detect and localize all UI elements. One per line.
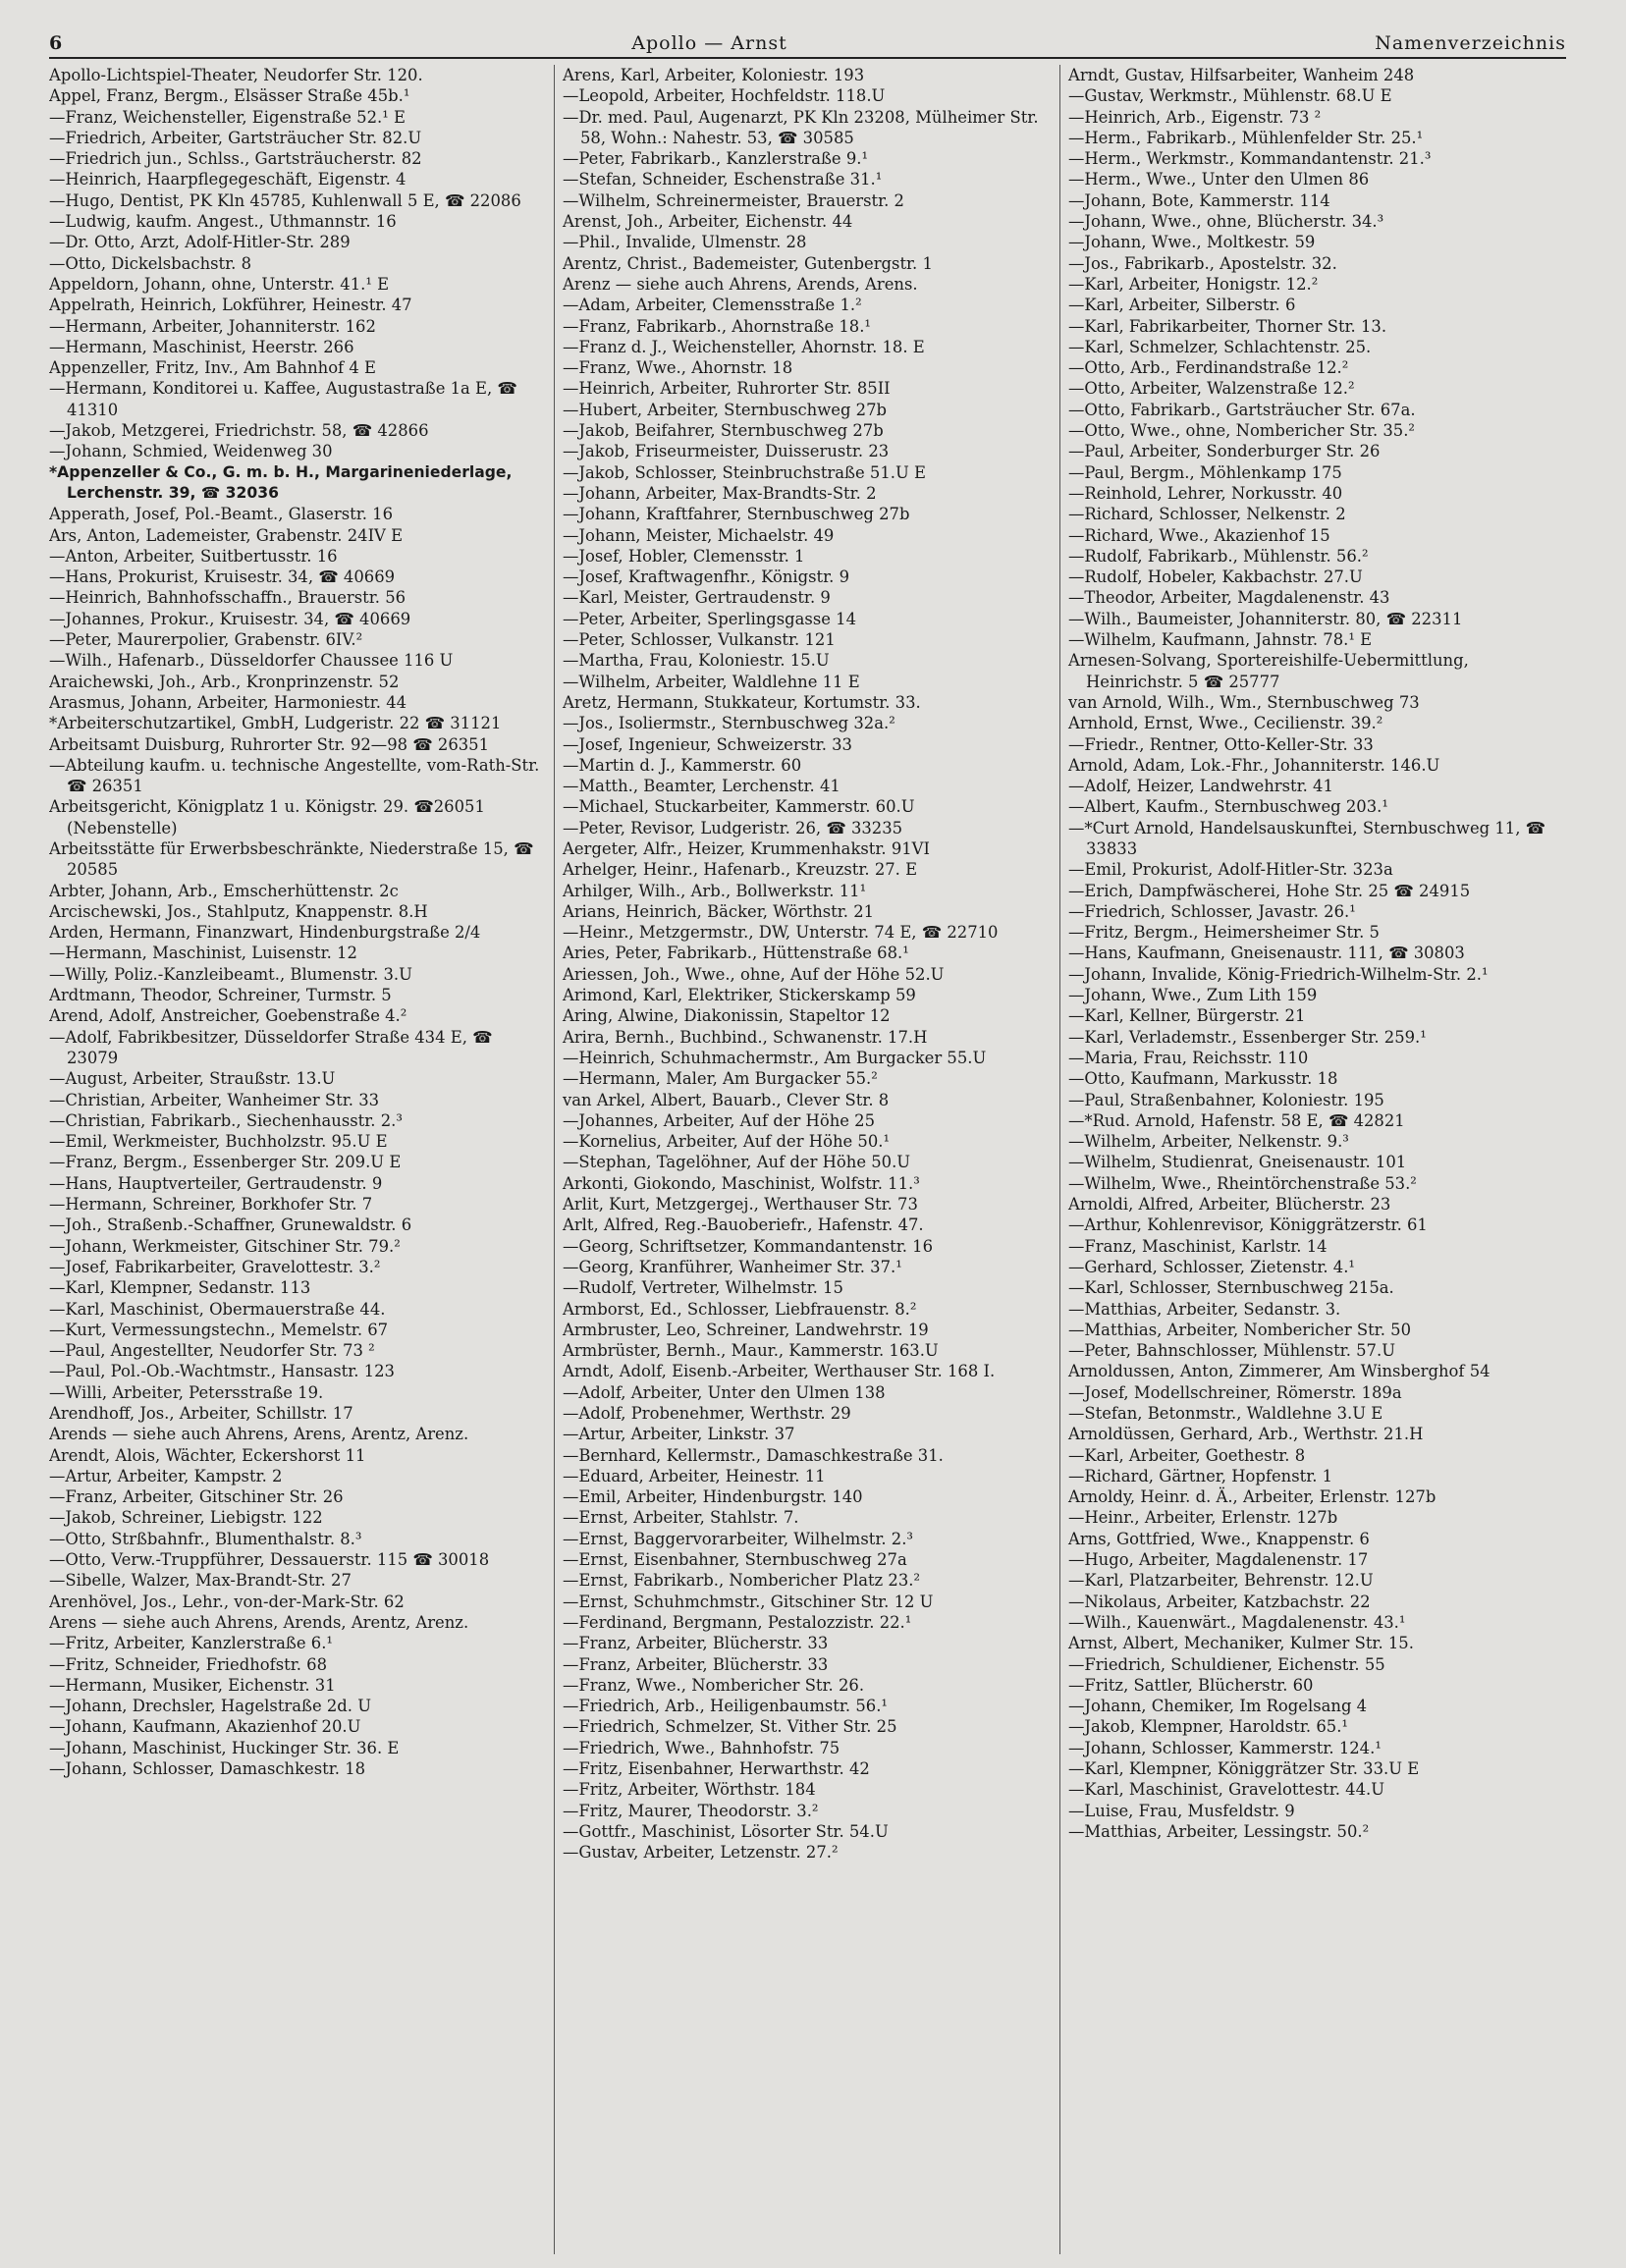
directory-entry: —Christian, Fabrikarb., Siechenhausstr. 2.³	[49, 1110, 403, 1130]
directory-entry: —Heinr., Arbeiter, Erlenstr. 127b	[1068, 1508, 1338, 1528]
directory-entry: —Franz, Arbeiter, Blücherstr. 33	[563, 1634, 829, 1653]
running-title: Apollo — Arnst	[631, 32, 787, 54]
directory-entry: —Johann, Wwe., Moltkestr. 59	[1068, 233, 1316, 252]
directory-entry: —Paul, Pol.-Ob.-Wachtmstr., Hansastr. 123	[49, 1362, 395, 1381]
directory-entry: —Nikolaus, Arbeiter, Katzbachstr. 22	[1068, 1592, 1371, 1611]
directory-entry: —Peter, Fabrikarb., Kanzlerstraße 9.¹	[563, 149, 869, 169]
directory-entry: —Franz, Wwe., Ahornstr. 18	[563, 358, 793, 378]
directory-entry: Arendt, Alois, Wächter, Eckershorst 11	[49, 1445, 366, 1465]
directory-entry: —Friedrich jun., Schlss., Gartsträucherstr. 82	[49, 149, 422, 169]
directory-entry: —Karl, Platzarbeiter, Behrenstr. 12.U	[1068, 1571, 1374, 1591]
directory-entry: —Friedrich, Schuldiener, Eichenstr. 55	[1068, 1654, 1385, 1674]
directory-entry: —Joh., Straßenb.-Schaffner, Grunewaldstr. 6	[49, 1215, 412, 1235]
directory-entry: —Gustav, Werkmstr., Mühlenstr. 68.U E	[1068, 86, 1392, 106]
directory-entry: —Franz, Weichensteller, Eigenstraße 52.¹ E	[49, 107, 406, 127]
directory-entry: —Johann, Invalide, König-Friedrich-Wilhelm-Str. 2.¹	[1068, 964, 1489, 984]
directory-entry: —Karl, Schmelzer, Schlachtenstr. 25.	[1068, 337, 1372, 356]
directory-entry: —Karl, Klempner, Sedanstr. 113	[49, 1278, 311, 1298]
directory-entry: —Franz d. J., Weichensteller, Ahornstr. 18. E	[563, 337, 925, 356]
directory-entry: Apperath, Josef, Pol.-Beamt., Glaserstr. 16	[49, 505, 394, 524]
directory-entry: Arenz — siehe auch Ahrens, Arends, Arens.	[563, 274, 918, 294]
directory-entry: —Ernst, Baggervorarbeiter, Wilhelmstr. 2.³	[563, 1529, 913, 1548]
directory-entry: —Stephan, Tagelöhner, Auf der Höhe 50.U	[563, 1153, 911, 1172]
directory-entry: Armborst, Ed., Schlosser, Liebfrauenstr. 8.²	[563, 1299, 917, 1319]
directory-entry: —Karl, Schlosser, Sternbuschweg 215a.	[1068, 1278, 1394, 1298]
directory-entry: —Fritz, Arbeiter, Wörthstr. 184	[563, 1780, 816, 1800]
directory-entry: —Wilhelm, Kaufmann, Jahnstr. 78.¹ E	[1068, 630, 1373, 650]
directory-entry: —*Curt Arnold, Handelsauskunftei, Sternbuschweg 11, ☎ 33833	[1068, 818, 1546, 858]
directory-entry: —Anton, Arbeiter, Suitbertusstr. 16	[49, 546, 338, 566]
directory-entry: —Karl, Arbeiter, Honigstr. 12.²	[1068, 274, 1319, 294]
directory-entry: —Hermann, Konditorei u. Kaffee, Augustastraße 1a E, ☎ 41310	[49, 379, 517, 419]
directory-entry: —Erich, Dampfwäscherei, Hohe Str. 25 ☎ 24915	[1068, 881, 1471, 900]
directory-entry: *Arbeiterschutzartikel, GmbH, Ludgeristr. 22 ☎ 31121	[49, 714, 502, 733]
directory-entry: —Paul, Bergm., Möhlenkamp 175	[1068, 462, 1342, 482]
directory-entry: —Georg, Schriftsetzer, Kommandantenstr. 16	[563, 1236, 934, 1256]
directory-entry: Appel, Franz, Bergm., Elsässer Straße 45b.¹	[49, 86, 410, 106]
directory-entry: —Adolf, Arbeiter, Unter den Ulmen 138	[563, 1382, 886, 1402]
directory-entry: —Heinrich, Schuhmachermstr., Am Burgacker 55.U	[563, 1048, 987, 1067]
directory-entry: —Gottfr., Maschinist, Lösorter Str. 54.U	[563, 1821, 889, 1841]
directory-entry: —Karl, Verlademstr., Essenberger Str. 259.¹	[1068, 1027, 1427, 1047]
directory-entry: Arendhoff, Jos., Arbeiter, Schillstr. 17	[49, 1404, 353, 1423]
directory-entry: —Josef, Modellschreiner, Römerstr. 189a	[1068, 1382, 1402, 1402]
directory-entry: —Albert, Kaufm., Sternbuschweg 203.¹	[1068, 797, 1388, 817]
directory-entry: Arenst, Joh., Arbeiter, Eichenstr. 44	[563, 212, 853, 232]
column-1	[49, 65, 555, 2254]
directory-entry: —Johann, Kaufmann, Akazienhof 20.U	[49, 1717, 361, 1737]
directory-entry: —Leopold, Arbeiter, Hochfeldstr. 118.U	[563, 86, 886, 106]
directory-entry: —Hans, Hauptverteiler, Gertraudenstr. 9	[49, 1173, 383, 1193]
directory-entry: —Ernst, Fabrikarb., Nombericher Platz 23.²	[563, 1571, 921, 1591]
directory-entry: —Friedrich, Wwe., Bahnhofstr. 75	[563, 1738, 840, 1757]
directory-entry: —Karl, Maschinist, Gravelottestr. 44.U	[1068, 1780, 1385, 1800]
directory-entry: —Sibelle, Walzer, Max-Brandt-Str. 27	[49, 1571, 352, 1591]
directory-entry: —Heinrich, Arb., Eigenstr. 73 ²	[1068, 107, 1322, 127]
directory-entry: Apollo-Lichtspiel-Theater, Neudorfer Str. 120.	[49, 66, 423, 84]
directory-entry: Arentz, Christ., Bademeister, Gutenbergstr. 1	[563, 253, 933, 273]
directory-entry: —Jos., Isoliermstr., Sternbuschweg 32a.²	[563, 714, 895, 733]
directory-entry: Araichewski, Joh., Arb., Kronprinzenstr. 52	[49, 672, 400, 691]
directory-entry: —Heinrich, Arbeiter, Ruhrorter Str. 85II	[563, 379, 891, 399]
directory-entry: —Friedr., Rentner, Otto-Keller-Str. 33	[1068, 734, 1374, 754]
directory-entry: —Kurt, Vermessungstechn., Memelstr. 67	[49, 1320, 389, 1339]
directory-entry: —Wilhelm, Studienrat, Gneisenaustr. 101	[1068, 1153, 1407, 1172]
directory-entry: Arnoldüssen, Gerhard, Arb., Werthstr. 21.H	[1068, 1425, 1424, 1444]
column-3	[1060, 65, 1566, 2254]
directory-entry: Armbrüster, Bernh., Maur., Kammerstr. 163.U	[563, 1341, 939, 1361]
directory-entry: —Johann, Werkmeister, Gitschiner Str. 79.²	[49, 1236, 401, 1256]
directory-entry: Aring, Alwine, Diakonissin, Stapeltor 12	[563, 1006, 891, 1026]
directory-entry: —Richard, Gärtner, Hopfenstr. 1	[1068, 1466, 1333, 1485]
directory-entry: —Fritz, Bergm., Heimersheimer Str. 5	[1068, 923, 1380, 943]
directory-entry: —Herm., Wwe., Unter den Ulmen 86	[1068, 170, 1370, 189]
directory-entry: —Wilh., Kauenwärt., Magdalenenstr. 43.¹	[1068, 1612, 1406, 1632]
directory-entry: —Hubert, Arbeiter, Sternbuschweg 27b	[563, 400, 888, 419]
directory-entry: —Friedrich, Arbeiter, Gartsträucher Str. 82.U	[49, 128, 422, 147]
directory-entry: —Karl, Meister, Gertraudenstr. 9	[563, 588, 831, 608]
directory-entry: Ars, Anton, Lademeister, Grabenstr. 24IV E	[49, 525, 404, 545]
directory-entry: —Rudolf, Hobeler, Kakbachstr. 27.U	[1068, 567, 1363, 587]
directory-entry: —Franz, Arbeiter, Blücherstr. 33	[563, 1654, 829, 1674]
directory-entry: —Johann, Meister, Michaelstr. 49	[563, 525, 835, 545]
directory-entry: Arbter, Johann, Arb., Emscherhüttenstr. 2c	[49, 881, 399, 900]
directory-entry: —Johann, Schlosser, Kammerstr. 124.¹	[1068, 1738, 1382, 1757]
directory-entry: Arden, Hermann, Finanzwart, Hindenburgstraße 2/4	[49, 923, 481, 943]
directory-entry: Arhelger, Heinr., Hafenarb., Kreuzstr. 27. E	[563, 860, 918, 880]
directory-entry: —Paul, Straßenbahner, Koloniestr. 195	[1068, 1090, 1384, 1109]
directory-entry: Arcischewski, Jos., Stahlputz, Knappenstr. 8.H	[49, 901, 428, 921]
directory-entry: —Johann, Schlosser, Damaschkestr. 18	[49, 1759, 366, 1779]
directory-entry: Appelrath, Heinrich, Lokführer, Heinestr. 47	[49, 296, 412, 315]
directory-entry: —Arthur, Kohlenrevisor, Königgrätzerstr. 61	[1068, 1215, 1428, 1235]
directory-entry: —Johann, Schmied, Weidenweg 30	[49, 442, 333, 461]
directory-entry: —Johann, Drechsler, Hagelstraße 2d. U	[49, 1697, 372, 1716]
directory-entry: —Artur, Arbeiter, Linkstr. 37	[563, 1425, 795, 1444]
directory-entry: —Franz, Maschinist, Karlstr. 14	[1068, 1236, 1328, 1256]
directory-entry: —Fritz, Arbeiter, Kanzlerstraße 6.¹	[49, 1634, 333, 1653]
directory-entry: —Wilh., Hafenarb., Düsseldorfer Chaussee 116 U	[49, 651, 454, 671]
directory-entry: —Ferdinand, Bergmann, Pestalozzistr. 22.¹	[563, 1612, 912, 1632]
directory-entry: —Matthias, Arbeiter, Lessingstr. 50.²	[1068, 1821, 1370, 1841]
directory-entry: —Franz, Bergm., Essenberger Str. 209.U E	[49, 1153, 402, 1172]
directory-entry: —Dr. Otto, Arzt, Adolf-Hitler-Str. 289	[49, 233, 351, 252]
directory-entry: Aries, Peter, Fabrikarb., Hüttenstraße 68.¹	[563, 944, 909, 963]
directory-entry: —Johann, Wwe., Zum Lith 159	[1068, 986, 1318, 1005]
directory-entry: —Hermann, Arbeiter, Johanniterstr. 162	[49, 316, 376, 336]
directory-entry: Arnhold, Ernst, Wwe., Cecilienstr. 39.²	[1068, 714, 1383, 733]
directory-entry: Arenhövel, Jos., Lehr., von-der-Mark-Str. 62	[49, 1592, 405, 1611]
directory-entry: —Ernst, Arbeiter, Stahlstr. 7.	[563, 1508, 799, 1528]
directory-entry: Ardtmann, Theodor, Schreiner, Turmstr. 5	[49, 986, 392, 1005]
directory-entry: Arlit, Kurt, Metzgergej., Werthauser Str. 73	[563, 1195, 918, 1215]
directory-entry: —Emil, Arbeiter, Hindenburgstr. 140	[563, 1487, 863, 1507]
directory-entry: —Karl, Fabrikarbeiter, Thorner Str. 13.	[1068, 316, 1387, 336]
directory-entry: —Martha, Frau, Koloniestr. 15.U	[563, 651, 830, 671]
directory-entry: —Karl, Kellner, Bürgerstr. 21	[1068, 1006, 1306, 1026]
directory-entry: —Otto, Kaufmann, Markusstr. 18	[1068, 1069, 1338, 1089]
directory-entry: —Adolf, Fabrikbesitzer, Düsseldorfer Straße 434 E, ☎ 23079	[49, 1027, 493, 1067]
directory-entry: —Otto, Wwe., ohne, Nombericher Str. 35.²	[1068, 421, 1416, 441]
directory-entry: —Johann, Bote, Kammerstr. 114	[1068, 190, 1330, 210]
directory-entry: —Hermann, Musiker, Eichenstr. 31	[49, 1675, 336, 1695]
directory-entry: —Friedrich, Schmelzer, St. Vither Str. 25	[563, 1717, 897, 1737]
directory-entry: —Phil., Invalide, Ulmenstr. 28	[563, 233, 807, 252]
directory-entry: Arbeitsgericht, Königplatz 1 u. Königstr. 29. ☎26051 (Nebenstelle)	[49, 797, 485, 837]
directory-entry: —Fritz, Sattler, Blücherstr. 60	[1068, 1675, 1314, 1695]
directory-entry: —Eduard, Arbeiter, Heinestr. 11	[563, 1466, 826, 1485]
directory-entry: —Otto, Dickelsbachstr. 8	[49, 253, 252, 273]
directory-entry: —Hans, Kaufmann, Gneisenaustr. 111, ☎ 30803	[1068, 944, 1465, 963]
entry-columns	[49, 65, 1566, 2254]
directory-entry: Arndt, Gustav, Hilfsarbeiter, Wanheim 248	[1068, 66, 1415, 84]
directory-entry: —Hermann, Maler, Am Burgacker 55.²	[563, 1069, 878, 1089]
directory-entry: —Georg, Kranführer, Wanheimer Str. 37.¹	[563, 1257, 902, 1276]
directory-entry: —Wilhelm, Arbeiter, Waldlehne 11 E	[563, 672, 860, 691]
directory-entry: —Hermann, Maschinist, Heerstr. 266	[49, 337, 354, 356]
directory-entry: —Jakob, Schreiner, Liebigstr. 122	[49, 1508, 323, 1528]
directory-entry: —Rudolf, Fabrikarb., Mühlenstr. 56.²	[1068, 546, 1369, 566]
directory-entry: —Abteilung kaufm. u. technische Angestellte, vom-Rath-Str. ☎ 26351	[49, 755, 540, 796]
directory-entry: Aretz, Hermann, Stukkateur, Kortumstr. 33.	[563, 692, 921, 712]
directory-entry: —Otto, Arbeiter, Walzenstraße 12.²	[1068, 379, 1355, 399]
directory-entry: Arnoldy, Heinr. d. Ä., Arbeiter, Erlenstr. 127b	[1068, 1487, 1436, 1507]
directory-entry: —Ludwig, kaufm. Angest., Uthmannstr. 16	[49, 212, 397, 232]
directory-entry: Armbruster, Leo, Schreiner, Landwehrstr. 19	[563, 1320, 929, 1339]
directory-entry: —Herm., Fabrikarb., Mühlenfelder Str. 25.¹	[1068, 128, 1424, 147]
directory-entry: —Artur, Arbeiter, Kampstr. 2	[49, 1466, 283, 1485]
directory-entry: —Peter, Maurerpolier, Grabenstr. 6IV.²	[49, 630, 363, 650]
directory-entry: —Franz, Wwe., Nombericher Str. 26.	[563, 1675, 865, 1695]
directory-entry: —Karl, Arbeiter, Silberstr. 6	[1068, 296, 1296, 315]
directory-entry: —Gerhard, Schlosser, Zietenstr. 4.¹	[1068, 1257, 1355, 1276]
directory-entry: —Ernst, Schuhmchmstr., Gitschiner Str. 12 U	[563, 1592, 934, 1611]
directory-entry: —Jakob, Friseurmeister, Duisserustr. 23	[563, 442, 890, 461]
directory-entry: —Martin d. J., Kammerstr. 60	[563, 755, 802, 775]
directory-entry: —Friedrich, Schlosser, Javastr. 26.¹	[1068, 901, 1356, 921]
directory-entry: Arbeitsamt Duisburg, Ruhrorter Str. 92—98 ☎ 26351	[49, 734, 490, 754]
directory-entry: Arira, Bernh., Buchbind., Schwanenstr. 17.H	[563, 1027, 928, 1047]
directory-entry: —Johann, Arbeiter, Max-Brandts-Str. 2	[563, 483, 877, 503]
directory-entry: —Hermann, Maschinist, Luisenstr. 12	[49, 944, 357, 963]
directory-entry: —Johannes, Arbeiter, Auf der Höhe 25	[563, 1110, 876, 1130]
section-title: Namenverzeichnis	[1375, 32, 1566, 54]
directory-entry: —Heinrich, Bahnhofsschaffn., Brauerstr. 56	[49, 588, 406, 608]
directory-entry: Arlt, Alfred, Reg.-Bauoberiefr., Hafenstr. 47.	[563, 1215, 924, 1235]
directory-entry: —Jos., Fabrikarb., Apostelstr. 32.	[1068, 253, 1337, 273]
directory-entry: —Fritz, Eisenbahner, Herwarthstr. 42	[563, 1759, 870, 1779]
directory-entry: —Emil, Prokurist, Adolf-Hitler-Str. 323a	[1068, 860, 1393, 880]
directory-entry: Arndt, Adolf, Eisenb.-Arbeiter, Werthauser Str. 168 I.	[563, 1362, 996, 1381]
directory-entry: —Franz, Fabrikarb., Ahornstraße 18.¹	[563, 316, 871, 336]
directory-entry: Arhilger, Wilh., Arb., Bollwerkstr. 11¹	[563, 881, 867, 900]
directory-entry: Arnst, Albert, Mechaniker, Kulmer Str. 15.	[1068, 1634, 1414, 1653]
directory-entry: Arnoldussen, Anton, Zimmerer, Am Winsberghof 54	[1068, 1362, 1490, 1381]
directory-entry: —Jakob, Beifahrer, Sternbuschweg 27b	[563, 421, 884, 441]
directory-entry: Arends — siehe auch Ahrens, Arens, Arentz, Arenz.	[49, 1425, 469, 1444]
directory-entry: —Kornelius, Arbeiter, Auf der Höhe 50.¹	[563, 1132, 891, 1152]
directory-entry: —Hans, Prokurist, Kruisestr. 34, ☎ 40669	[49, 567, 396, 587]
directory-entry: —Bernhard, Kellermstr., Damaschkestraße 31.	[563, 1445, 944, 1465]
directory-entry: —Josef, Hobler, Clemensstr. 1	[563, 546, 805, 566]
directory-entry: Arend, Adolf, Anstreicher, Goebenstraße 4.²	[49, 1006, 407, 1026]
directory-entry: van Arnold, Wilh., Wm., Sternbuschweg 73	[1068, 692, 1420, 712]
directory-entry: —Wilhelm, Wwe., Rheintörchenstraße 53.²	[1068, 1173, 1417, 1193]
directory-entry: —Paul, Angestellter, Neudorfer Str. 73 ²	[49, 1341, 375, 1361]
directory-entry: —Franz, Arbeiter, Gitschiner Str. 26	[49, 1487, 344, 1507]
page-header	[49, 20, 1566, 59]
directory-entry: Arasmus, Johann, Arbeiter, Harmoniestr. 44	[49, 692, 407, 712]
directory-entry: —Jakob, Klempner, Haroldstr. 65.¹	[1068, 1717, 1348, 1737]
directory-entry: —Peter, Bahnschlosser, Mühlenstr. 57.U	[1068, 1341, 1396, 1361]
directory-entry: —Emil, Werkmeister, Buchholzstr. 95.U E	[49, 1132, 388, 1152]
directory-entry: —Luise, Frau, Musfeldstr. 9	[1068, 1801, 1295, 1820]
directory-entry: Ariessen, Joh., Wwe., ohne, Auf der Höhe 52.U	[563, 964, 945, 984]
directory-entry: —Matth., Beamter, Lerchenstr. 41	[563, 777, 840, 796]
directory-entry: —Michael, Stuckarbeiter, Kammerstr. 60.U	[563, 797, 915, 817]
directory-entry: —Johannes, Prokur., Kruisestr. 34, ☎ 40669	[49, 609, 411, 628]
directory-entry: —Johann, Maschinist, Huckinger Str. 36. E	[49, 1738, 400, 1757]
directory-entry: —Fritz, Schneider, Friedhofstr. 68	[49, 1654, 328, 1674]
directory-entry: Arimond, Karl, Elektriker, Stickerskamp 59	[563, 986, 916, 1005]
directory-entry: —Otto, Verw.-Truppführer, Dessauerstr. 115 ☎ 30018	[49, 1550, 490, 1570]
directory-entry: —Stefan, Betonmstr., Waldlehne 3.U E	[1068, 1404, 1383, 1423]
directory-entry: —Theodor, Arbeiter, Magdalenenstr. 43	[1068, 588, 1390, 608]
directory-entry: —Wilh., Baumeister, Johanniterstr. 80, ☎ 22311	[1068, 609, 1463, 628]
directory-entry: —Fritz, Maurer, Theodorstr. 3.²	[563, 1801, 819, 1820]
directory-entry: Arbeitsstätte für Erwerbsbeschränkte, Niederstraße 15, ☎ 20585	[49, 838, 534, 880]
directory-entry: —Hugo, Arbeiter, Magdalenenstr. 17	[1068, 1550, 1369, 1570]
directory-entry: Arnoldi, Alfred, Arbeiter, Blücherstr. 23	[1068, 1195, 1391, 1215]
directory-entry: —Karl, Klempner, Königgrätzer Str. 33.U E	[1068, 1759, 1420, 1779]
directory-entry: —Ernst, Eisenbahner, Sternbuschweg 27a	[563, 1550, 907, 1570]
directory-entry: —Stefan, Schneider, Eschenstraße 31.¹	[563, 170, 883, 189]
directory-entry: —Peter, Revisor, Ludgeristr. 26, ☎ 33235	[563, 818, 903, 837]
directory-entry: —Friedrich, Arb., Heiligenbaumstr. 56.¹	[563, 1697, 888, 1716]
directory-entry: Arkonti, Giokondo, Maschinist, Wolfstr. 11.³	[563, 1173, 920, 1193]
directory-entry: —Willy, Poliz.-Kanzleibeamt., Blumenstr. 3.U	[49, 964, 412, 984]
directory-entry: Arnesen-Solvang, Sportereishilfe-Uebermittlung, Heinrichstr. 5 ☎ 25777	[1068, 651, 1469, 691]
directory-entry: —Peter, Schlosser, Vulkanstr. 121	[563, 630, 836, 650]
directory-entry: —Johann, Kraftfahrer, Sternbuschweg 27b	[563, 505, 910, 524]
directory-entry: —Hermann, Schreiner, Borkhofer Str. 7	[49, 1195, 373, 1215]
directory-entry: —Heinrich, Haarpflegegeschäft, Eigenstr. 4	[49, 170, 406, 189]
directory-entry: Arians, Heinrich, Bäcker, Wörthstr. 21	[563, 901, 875, 921]
directory-entry: —Rudolf, Vertreter, Wilhelmstr. 15	[563, 1278, 843, 1298]
directory-entry: —Josef, Kraftwagenfhr., Königstr. 9	[563, 567, 850, 587]
page-number: 6	[49, 32, 63, 54]
directory-entry: —Richard, Schlosser, Nelkenstr. 2	[1068, 505, 1346, 524]
directory-entry: —Karl, Arbeiter, Goethestr. 8	[1068, 1445, 1306, 1465]
directory-entry: —Richard, Wwe., Akazienhof 15	[1068, 525, 1330, 545]
directory-entry: —Jakob, Schlosser, Steinbruchstraße 51.U E	[563, 462, 926, 482]
directory-entry: —Matthias, Arbeiter, Sedanstr. 3.	[1068, 1299, 1341, 1319]
directory-entry: —Otto, Arb., Ferdinandstraße 12.²	[1068, 358, 1349, 378]
directory-entry: —Maria, Frau, Reichsstr. 110	[1068, 1048, 1309, 1067]
directory-entry: Arens — siehe auch Ahrens, Arends, Arentz, Arenz.	[49, 1612, 469, 1632]
directory-entry: —Herm., Werkmstr., Kommandantenstr. 21.³	[1068, 149, 1432, 169]
directory-entry: van Arkel, Albert, Bauarb., Clever Str. 8	[563, 1090, 890, 1109]
directory-entry: —*Rud. Arnold, Hafenstr. 58 E, ☎ 42821	[1068, 1110, 1405, 1130]
directory-entry: —Otto, Fabrikarb., Gartsträucher Str. 67a.	[1068, 400, 1416, 419]
directory-entry: —Hugo, Dentist, PK Kln 45785, Kuhlenwall 5 E, ☎ 22086	[49, 190, 521, 210]
directory-entry: *Appenzeller & Co., G. m. b. H., Margarineniederlage, Lerchenstr. 39, ☎ 32036	[49, 462, 513, 502]
directory-entry: Arnold, Adam, Lok.-Fhr., Johanniterstr. 146.U	[1068, 755, 1440, 775]
directory-entry: —Willi, Arbeiter, Petersstraße 19.	[49, 1382, 324, 1402]
column-2	[555, 65, 1060, 2254]
directory-entry: —Reinhold, Lehrer, Norkusstr. 40	[1068, 483, 1343, 503]
directory-entry: —Wilhelm, Arbeiter, Nelkenstr. 9.³	[1068, 1132, 1349, 1152]
directory-entry: Aergeter, Alfr., Heizer, Krummenhakstr. 91VI	[563, 838, 930, 858]
directory-entry: —Josef, Ingenieur, Schweizerstr. 33	[563, 734, 852, 754]
directory-entry: —Christian, Arbeiter, Wanheimer Str. 33	[49, 1090, 380, 1109]
directory-entry: —Paul, Arbeiter, Sonderburger Str. 26	[1068, 442, 1381, 461]
directory-entry: —Adolf, Heizer, Landwehrstr. 41	[1068, 777, 1333, 796]
directory-entry: —Johann, Chemiker, Im Rogelsang 4	[1068, 1697, 1368, 1716]
directory-entry: —Adolf, Probenehmer, Werthstr. 29	[563, 1404, 851, 1423]
directory-entry: —Peter, Arbeiter, Sperlingsgasse 14	[563, 609, 857, 628]
directory-entry: Appeldorn, Johann, ohne, Unterstr. 41.¹ E	[49, 274, 390, 294]
directory-entry: —Dr. med. Paul, Augenarzt, PK Kln 23208, Mülheimer Str. 58, Wohn.: Nahestr. 53, ☎ 30585	[563, 107, 1039, 147]
directory-entry: Arens, Karl, Arbeiter, Koloniestr. 193	[563, 66, 865, 84]
directory-entry: —Wilhelm, Schreinermeister, Brauerstr. 2	[563, 190, 904, 210]
directory-entry: —Heinr., Metzgermstr., DW, Unterstr. 74 E, ☎ 22710	[563, 923, 999, 943]
directory-entry: —Jakob, Metzgerei, Friedrichstr. 58, ☎ 42866	[49, 421, 429, 441]
directory-entry: —Gustav, Arbeiter, Letzenstr. 27.²	[563, 1843, 839, 1863]
directory-entry: —Otto, Strßbahnfr., Blumenthalstr. 8.³	[49, 1529, 362, 1548]
directory-entry: —Adam, Arbeiter, Clemensstraße 1.²	[563, 296, 862, 315]
directory-entry: —Matthias, Arbeiter, Nombericher Str. 50	[1068, 1320, 1411, 1339]
directory-entry: —Josef, Fabrikarbeiter, Gravelottestr. 3.²	[49, 1257, 381, 1276]
directory-entry: Arns, Gottfried, Wwe., Knappenstr. 6	[1068, 1529, 1370, 1548]
directory-entry: —Karl, Maschinist, Obermauerstraße 44.	[49, 1299, 386, 1319]
directory-entry: —Johann, Wwe., ohne, Blücherstr. 34.³	[1068, 212, 1384, 232]
directory-entry: —August, Arbeiter, Straußstr. 13.U	[49, 1069, 336, 1089]
directory-entry: Appenzeller, Fritz, Inv., Am Bahnhof 4 E	[49, 358, 376, 378]
